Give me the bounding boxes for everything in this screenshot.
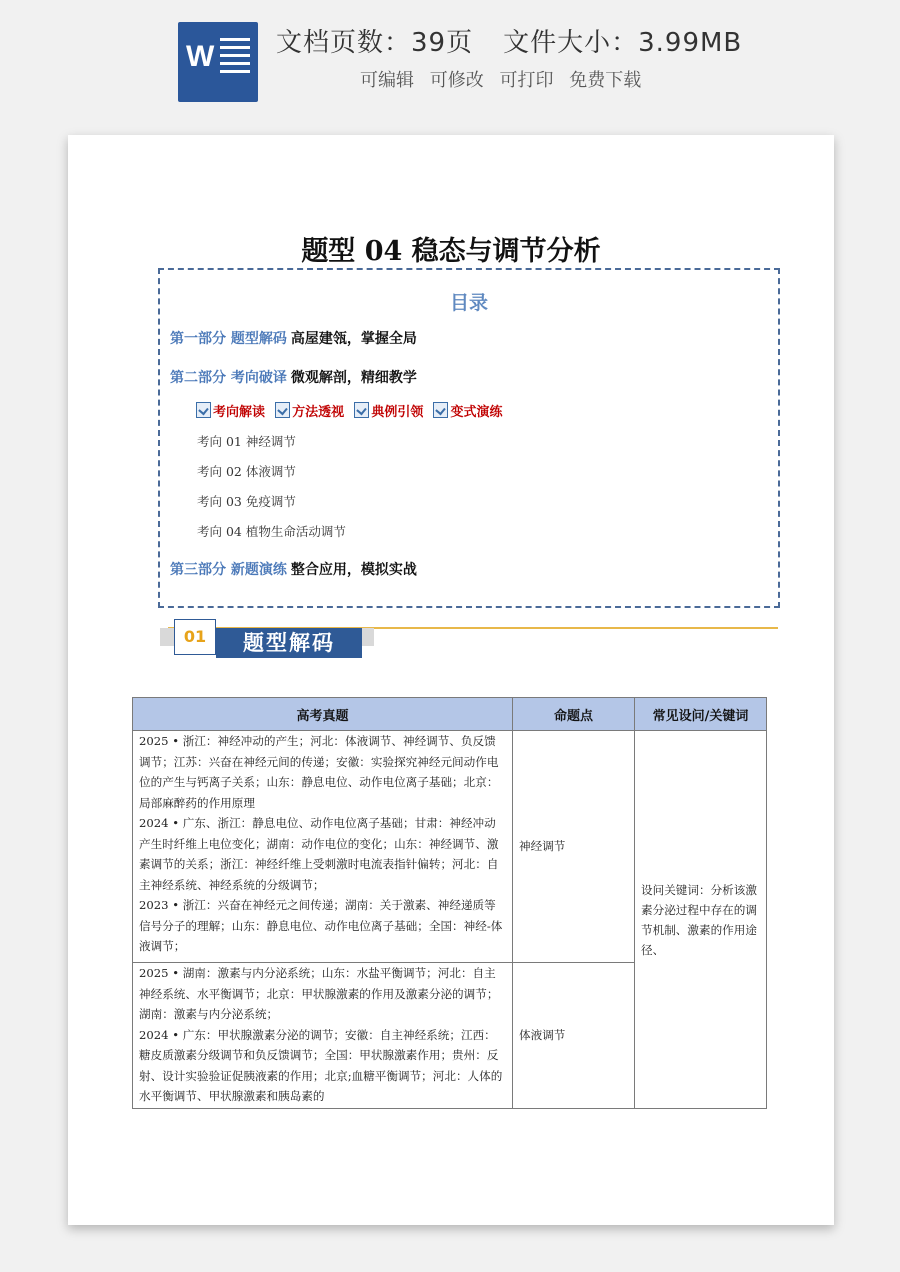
feature-list <box>360 66 651 92</box>
exam-table <box>132 697 767 1109</box>
toc-part-3-desc: 整合应用，模拟实战 <box>290 562 417 578</box>
column-header-point: 命题点 <box>513 698 635 731</box>
checklist-icon <box>433 402 448 418</box>
tag-method-insight: 方法透视 <box>275 401 344 420</box>
exam-cell <box>133 731 513 963</box>
toc-part-1-label: 第一部分 题型解码 <box>170 331 287 347</box>
toc-item: 考向 03 免疫调节 <box>197 494 296 509</box>
point-cell: 神经调节 <box>513 731 635 963</box>
exam-year-2024: 2024 • 广东：甲状腺激素分泌的调节；安徽：自主神经系统；江西：糖皮质激素分级调节和负反馈调节；全国：甲状腺激素作用；贵州：反射、设计实验验证促胰液素的作用；北京;血糖平衡调节；河北：人体的水平衡调节、甲状腺激素和胰岛素的 <box>139 1027 503 1103</box>
exam-cell <box>133 963 513 1109</box>
toc-part-1-desc: 高屋建瓴，掌握全局 <box>290 331 417 347</box>
checklist-icon <box>196 402 211 418</box>
exam-year-2025: 2025 • 湖南：激素与内分泌系统；山东：水盐平衡调节；河北：自主神经系统、水平衡调节；北京：甲状腺激素的作用及激素分泌的调节；湖南：激素与内分泌系统； <box>139 966 499 1021</box>
feature-modifiable: 可修改 <box>429 70 484 91</box>
exam-year-2024: 2024 • 广东、浙江：静息电位、动作电位离子基础；甘肃：神经冲动产生时纤维上电位变化；湖南：动作电位的变化；山东：神经调节、激素调节的关系；浙江：神经纤维上受刺激时电流表指针偏转；河北：自主神经系统、神经系统的分级调节； <box>139 816 499 892</box>
feature-free-download: 免费下载 <box>569 70 642 91</box>
toc-item: 考向 01 神经调节 <box>197 434 296 449</box>
toc-part-3-label: 第三部分 新题演练 <box>170 562 287 578</box>
table-header-row <box>133 698 767 731</box>
tag-variant-practice: 变式演练 <box>433 401 502 420</box>
column-header-exam: 高考真题 <box>133 698 513 731</box>
document-page <box>68 135 834 1225</box>
toc-part-1 <box>170 328 417 348</box>
toc-part-2-desc: 微观解剖，精细教学 <box>290 370 417 386</box>
exam-year-2023: 2023 • 浙江：兴奋在神经元之间传递；湖南：关于激素、神经递质等信号分子的理解；山东：静息电位、动作电位离子基础；全国：神经-体液调节； <box>139 898 503 953</box>
keywords-cell: 设问关键词：分析该激素分泌过程中存在的调节机制、激素的作用途径、 <box>635 731 767 1109</box>
section-label: 题型解码 <box>216 628 362 658</box>
toc-heading: 目录 <box>449 292 488 314</box>
toc-part-2 <box>170 367 417 387</box>
toc-tags <box>196 401 508 420</box>
download-banner <box>0 0 900 120</box>
column-header-keywords: 常见设问/关键词 <box>635 698 767 731</box>
toc-item: 考向 02 体液调节 <box>197 464 296 479</box>
section-number: 01 <box>174 619 216 655</box>
checklist-icon <box>354 402 369 418</box>
feature-editable: 可编辑 <box>360 70 414 91</box>
file-size: 文件大小：3.99MB <box>503 28 743 58</box>
toc-item: 考向 04 植物生命活动调节 <box>197 524 346 539</box>
page-count: 文档页数：39页 <box>276 28 474 58</box>
point-cell: 体液调节 <box>513 963 635 1109</box>
feature-printable: 可打印 <box>499 70 554 91</box>
toc-part-2-label: 第二部分 考向破译 <box>170 370 287 386</box>
word-document-icon: W <box>178 22 258 102</box>
tag-example-guide: 典例引领 <box>354 401 423 420</box>
toc-part-3 <box>170 559 417 579</box>
exam-year-2025: 2025 • 浙江：神经冲动的产生；河北：体液调节、神经调节、负反馈调节；江苏：兴奋在神经元间的传递；安徽：实验探究神经元间动作电位的产生与钙离子关系；山东：静息电位、动作电位离子基础；北京：局部麻醉药的作用原理 <box>139 734 499 810</box>
file-meta <box>276 22 742 59</box>
checklist-icon <box>275 402 290 418</box>
tag-direction-reading: 考向解读 <box>196 401 265 420</box>
table-row <box>133 731 767 963</box>
table-of-contents <box>158 268 780 608</box>
document-title: 题型 04 稳态与调节分析 <box>301 236 601 267</box>
